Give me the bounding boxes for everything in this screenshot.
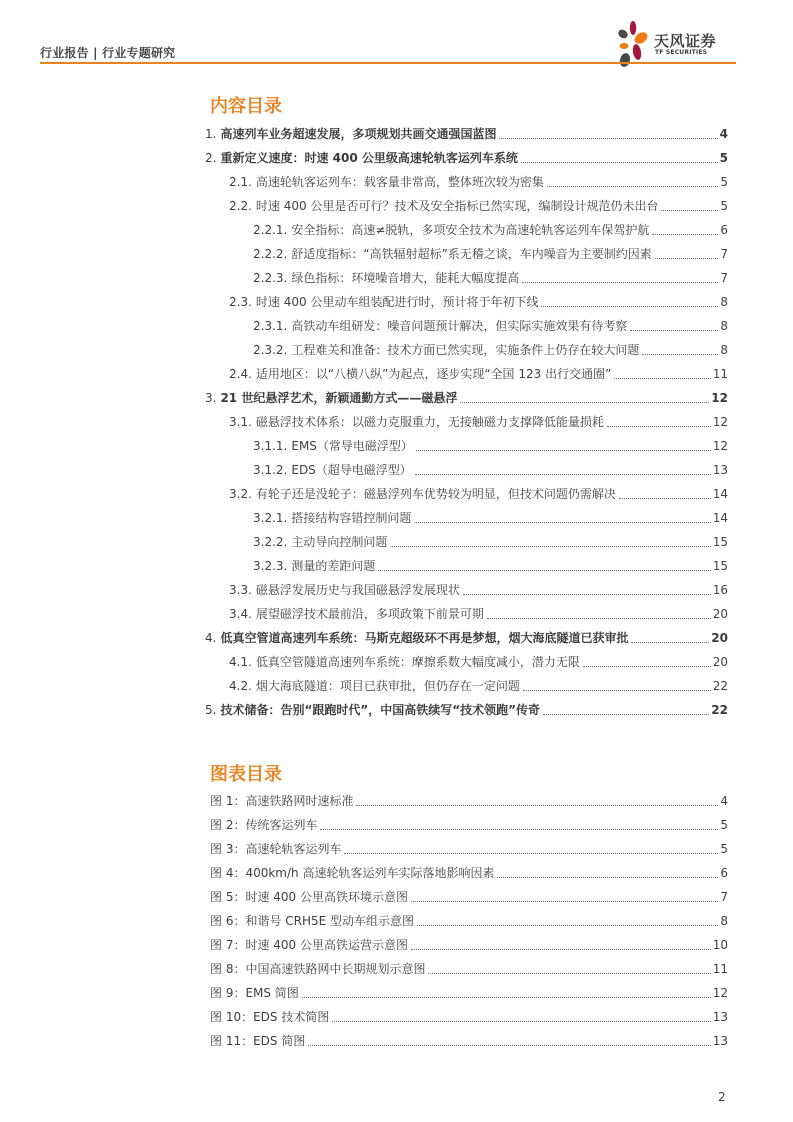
figure-entry-page: 6 xyxy=(720,866,728,880)
logo-chinese-name: 天风证券 xyxy=(654,32,717,50)
dot-leader xyxy=(378,570,710,571)
toc-entry-title[interactable]: 有轮子还是没轮子：磁悬浮列车优势较为明显，但技术问题仍需解决 xyxy=(255,487,616,501)
toc-entry-page: 12 xyxy=(712,415,728,429)
toc-entry-title[interactable]: 主动导向控制问题 xyxy=(291,535,388,549)
figure-entry-title[interactable]: 图 1：高速铁路网时速标准 xyxy=(210,794,354,808)
figures-title: 图表目录 xyxy=(210,764,282,785)
toc-entry-page: 8 xyxy=(720,343,728,357)
figure-entry[interactable] xyxy=(210,929,728,953)
dot-leader xyxy=(308,1045,710,1046)
toc-entry-number: 3. xyxy=(205,391,217,405)
dot-leader xyxy=(320,829,718,830)
dot-leader xyxy=(411,949,711,950)
figure-entry-page: 13 xyxy=(712,1010,728,1024)
toc-entry-number: 2.3.2. xyxy=(253,343,288,357)
toc-entry-page: 7 xyxy=(720,247,728,261)
dot-leader xyxy=(521,162,718,163)
toc-entry-title[interactable]: 高速列车业务超速发展，多项规划共画交通强国蓝图 xyxy=(220,127,497,141)
toc-entry[interactable] xyxy=(205,118,728,142)
logo-english-name: TF SECURITIES xyxy=(655,49,708,56)
figure-entry[interactable] xyxy=(210,1001,728,1025)
toc-entry-page: 20 xyxy=(712,607,728,621)
toc-entry-title[interactable]: 高铁动车组研发：噪音问题预计解决，但实际实施效果有待考察 xyxy=(291,319,628,333)
figure-entry-title[interactable]: 图 8：中国高速铁路网中长期规划示意图 xyxy=(210,962,426,976)
figure-entry[interactable] xyxy=(210,905,728,929)
dot-leader xyxy=(460,402,709,403)
toc-entry-page: 15 xyxy=(712,535,728,549)
dot-leader xyxy=(415,474,711,475)
company-logo xyxy=(616,20,736,64)
header-divider xyxy=(40,62,736,64)
toc-entry-page: 11 xyxy=(712,367,728,381)
toc-entry-number: 2.2. xyxy=(229,199,252,213)
figure-entry-title[interactable]: 图 6：和谐号 CRH5E 型动车组示意图 xyxy=(210,914,415,928)
table-of-contents xyxy=(205,118,728,718)
dot-leader xyxy=(356,805,718,806)
dot-leader xyxy=(619,498,711,499)
toc-entry-title[interactable]: 烟大海底隧道：项目已获审批，但仍存在一定问题 xyxy=(255,679,520,693)
toc-entry-title[interactable]: 时速 400 公里动车组装配进行时，预计将于年初下线 xyxy=(255,295,539,309)
toc-entry-page: 5 xyxy=(720,175,728,189)
toc-entry[interactable] xyxy=(205,574,728,598)
logo-petal-icon xyxy=(616,20,650,68)
figure-entry-title[interactable]: 图 2：传统客运列车 xyxy=(210,818,318,832)
figure-entry-page: 4 xyxy=(720,794,728,808)
figure-entry-page: 5 xyxy=(720,818,728,832)
dot-leader xyxy=(547,186,718,187)
figure-entry-page: 7 xyxy=(720,890,728,904)
figure-entry[interactable] xyxy=(210,833,728,857)
toc-entry-page: 16 xyxy=(712,583,728,597)
toc-entry-page: 4 xyxy=(719,127,728,141)
toc-entry-number: 3.2.2. xyxy=(253,535,288,549)
toc-entry[interactable] xyxy=(205,142,728,166)
toc-entry-number: 3.4. xyxy=(229,607,252,621)
toc-entry-page: 6 xyxy=(720,223,728,237)
figure-entry-page: 11 xyxy=(712,962,728,976)
toc-entry-page: 14 xyxy=(712,511,728,525)
toc-entry-page: 13 xyxy=(712,463,728,477)
dot-leader xyxy=(416,450,711,451)
figure-entry[interactable] xyxy=(210,857,728,881)
toc-entry-title[interactable]: 安全指标：高速≠脱轨，多项安全技术为高速轮轨客运列车保驾护航 xyxy=(291,223,650,237)
toc-entry-number: 4.2. xyxy=(229,679,252,693)
toc-entry-title[interactable]: 低真空管隧道高速列车系统：摩擦系数大幅度减小，潜力无限 xyxy=(255,655,580,669)
toc-entry[interactable] xyxy=(205,286,728,310)
toc-entry[interactable] xyxy=(205,406,728,430)
toc-entry[interactable] xyxy=(205,694,728,718)
toc-entry-title[interactable]: 重新定义速度：时速 400 公里级高速轮轨客运列车系统 xyxy=(220,151,518,165)
dot-leader xyxy=(607,426,711,427)
toc-entry[interactable] xyxy=(205,430,728,454)
report-category: 行业报告 | 行业专题研究 xyxy=(40,46,176,60)
toc-entry[interactable] xyxy=(205,646,728,670)
figure-entry[interactable] xyxy=(210,809,728,833)
figure-entry-title[interactable]: 图 9：EMS 简图 xyxy=(210,986,299,1000)
dot-leader xyxy=(583,666,711,667)
toc-entry-number: 2.3.1. xyxy=(253,319,288,333)
toc-entry-title[interactable]: 时速 400 公里是否可行？技术及安全指标已然实现，编制设计规范仍未出台 xyxy=(255,199,659,213)
toc-entry-title[interactable]: 绿色指标：环境噪音增大，能耗大幅度提高 xyxy=(291,271,520,285)
toc-entry-title[interactable]: 磁悬浮发展历史与我国磁悬浮发展现状 xyxy=(255,583,460,597)
figure-entry[interactable] xyxy=(210,1025,728,1049)
toc-entry-number: 2.1. xyxy=(229,175,252,189)
toc-entry-number: 3.3. xyxy=(229,583,252,597)
toc-entry[interactable] xyxy=(205,670,728,694)
toc-entry-title[interactable]: 21 世纪悬浮艺术，新颖通勤方式——磁悬浮 xyxy=(220,391,458,405)
toc-entry-title[interactable]: 磁悬浮技术体系：以磁力克服重力，无接触磁力支撑降低能量损耗 xyxy=(255,415,604,429)
toc-entry-number: 3.2.3. xyxy=(253,559,288,573)
page-number: 2 xyxy=(718,1090,726,1104)
dot-leader xyxy=(614,378,710,379)
toc-entry-page: 22 xyxy=(712,679,728,693)
toc-entry-title[interactable]: 技术储备：告别“跟跑时代”，中国高铁续写“技术领跑”传奇 xyxy=(220,703,541,717)
toc-entry-title[interactable]: 舒适度指标：“高铁辐射超标”系无稽之谈，车内噪音为主要制约因素 xyxy=(291,247,652,261)
toc-entry-title[interactable]: 工程难关和准备：技术方面已然实现，实施条件上仍存在较大问题 xyxy=(291,343,640,357)
toc-entry-page: 8 xyxy=(720,319,728,333)
dot-leader xyxy=(428,973,710,974)
dot-leader xyxy=(541,306,718,307)
toc-entry-number: 2.2.1. xyxy=(253,223,288,237)
toc-entry[interactable] xyxy=(205,310,728,334)
toc-entry-number: 2.2.3. xyxy=(253,271,288,285)
dot-leader xyxy=(302,997,711,998)
dot-leader xyxy=(642,354,718,355)
dot-leader xyxy=(411,901,718,902)
toc-title: 内容目录 xyxy=(210,96,282,117)
toc-entry-page: 12 xyxy=(712,439,728,453)
toc-entry-title[interactable]: 搭接结构容错控制问题 xyxy=(291,511,412,525)
dot-leader xyxy=(655,258,719,259)
toc-entry[interactable] xyxy=(205,598,728,622)
toc-entry[interactable] xyxy=(205,166,728,190)
toc-entry-number: 2.4. xyxy=(229,367,252,381)
toc-entry-number: 1. xyxy=(205,127,217,141)
toc-entry[interactable] xyxy=(205,502,728,526)
dot-leader xyxy=(463,594,711,595)
toc-entry-number: 3.1.1. xyxy=(253,439,288,453)
toc-entry[interactable] xyxy=(205,214,728,238)
toc-entry-page: 14 xyxy=(712,487,728,501)
figure-entry[interactable] xyxy=(210,881,728,905)
figure-entry-title[interactable]: 图 10：EDS 技术简图 xyxy=(210,1010,330,1024)
figure-entry[interactable] xyxy=(210,977,728,1001)
toc-entry-number: 3.1. xyxy=(229,415,252,429)
dot-leader xyxy=(661,210,718,211)
toc-entry-number: 3.1.2. xyxy=(253,463,288,477)
figure-entry-title[interactable]: 图 3：高速轮轨客运列车 xyxy=(210,842,342,856)
figure-entry-page: 12 xyxy=(712,986,728,1000)
page-header xyxy=(40,20,736,64)
dot-leader xyxy=(332,1021,710,1022)
toc-entry-title[interactable]: EDS（超导电磁浮型） xyxy=(291,463,412,477)
toc-entry[interactable] xyxy=(205,190,728,214)
toc-entry-number: 2. xyxy=(205,151,217,165)
figure-entry-title[interactable]: 图 5：时速 400 公里高铁环境示意图 xyxy=(210,890,408,904)
figure-entry-page: 5 xyxy=(720,842,728,856)
toc-entry-page: 12 xyxy=(711,391,728,405)
toc-entry-page: 5 xyxy=(720,199,728,213)
figure-entry-page: 13 xyxy=(712,1034,728,1048)
toc-entry-title[interactable]: EMS（常导电磁浮型） xyxy=(291,439,413,453)
figure-entry-title[interactable]: 图 7：时速 400 公里高铁运营示意图 xyxy=(210,938,408,952)
figure-entry-page: 10 xyxy=(712,938,728,952)
toc-entry-page: 7 xyxy=(720,271,728,285)
dot-leader xyxy=(630,330,718,331)
figure-entry-title[interactable]: 图 4：400km/h 高速轮轨客运列车实际落地影响因素 xyxy=(210,866,495,880)
toc-entry[interactable] xyxy=(205,526,728,550)
toc-entry-title[interactable]: 测量的差距问题 xyxy=(291,559,376,573)
toc-entry[interactable] xyxy=(205,262,728,286)
dot-leader xyxy=(414,522,710,523)
figure-entry[interactable] xyxy=(210,953,728,977)
figure-entry[interactable] xyxy=(210,785,728,809)
toc-entry-number: 4. xyxy=(205,631,217,645)
list-of-figures xyxy=(210,785,728,1049)
dot-leader xyxy=(522,282,718,283)
toc-entry-title[interactable]: 高速轮轨客运列车：载客量非常高，整体班次较为密集 xyxy=(255,175,544,189)
toc-entry-number: 3.2.1. xyxy=(253,511,288,525)
dot-leader xyxy=(390,546,710,547)
toc-entry-page: 20 xyxy=(712,655,728,669)
dot-leader xyxy=(344,853,718,854)
toc-entry-number: 2.3. xyxy=(229,295,252,309)
dot-leader xyxy=(652,234,718,235)
toc-entry-page: 5 xyxy=(719,151,728,165)
toc-entry[interactable] xyxy=(205,550,728,574)
toc-entry-title[interactable]: 低真空管道高速列车系统：马斯克超级环不再是梦想，烟大海底隧道已获审批 xyxy=(220,631,629,645)
toc-entry-number: 4.1. xyxy=(229,655,252,669)
toc-entry-number: 5. xyxy=(205,703,217,717)
toc-entry-title[interactable]: 展望磁浮技术最前沿，多项政策下前景可期 xyxy=(255,607,484,621)
dot-leader xyxy=(417,925,718,926)
toc-entry-page: 15 xyxy=(712,559,728,573)
dot-leader xyxy=(487,618,711,619)
toc-entry[interactable] xyxy=(205,478,728,502)
toc-entry[interactable] xyxy=(205,334,728,358)
figure-entry-page: 8 xyxy=(720,914,728,928)
toc-entry[interactable] xyxy=(205,454,728,478)
dot-leader xyxy=(497,877,718,878)
toc-entry-page: 20 xyxy=(711,631,728,645)
dot-leader xyxy=(499,138,717,139)
figure-entry-title[interactable]: 图 11：EDS 简图 xyxy=(210,1034,306,1048)
dot-leader xyxy=(543,714,709,715)
toc-entry[interactable] xyxy=(205,382,728,406)
dot-leader xyxy=(631,642,709,643)
toc-entry-page: 22 xyxy=(711,703,728,717)
toc-entry-title[interactable]: 适用地区：以“八横八纵”为起点，逐步实现“全国 123 出行交通圈” xyxy=(255,367,612,381)
toc-entry[interactable] xyxy=(205,238,728,262)
toc-entry-number: 2.2.2. xyxy=(253,247,288,261)
toc-entry-number: 3.2. xyxy=(229,487,252,501)
toc-entry[interactable] xyxy=(205,622,728,646)
toc-entry[interactable] xyxy=(205,358,728,382)
dot-leader xyxy=(523,690,711,691)
toc-entry-page: 8 xyxy=(720,295,728,309)
